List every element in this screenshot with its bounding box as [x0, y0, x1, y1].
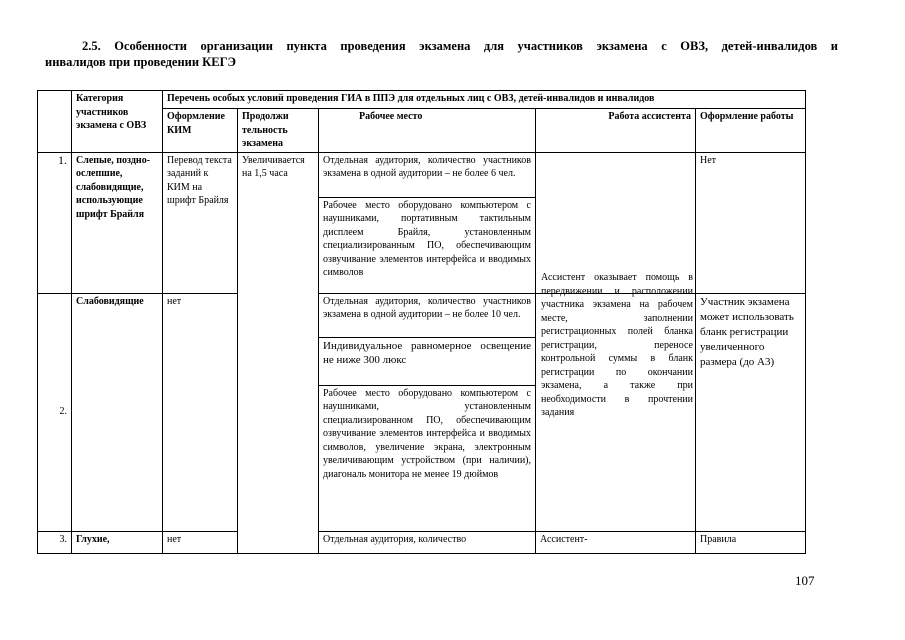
- row-1-workplace-room: Отдельная аудитория, количество участников экзамена в одной аудитории – не более 6 чел.: [319, 152, 536, 197]
- row-1-num: 1.: [38, 152, 72, 293]
- header-conditions: Перечень особых условий проведения ГИА в ППЭ для отдельных лиц с ОВЗ, детей-инвалидов и инвалидов: [163, 91, 806, 109]
- row-2-num: 2.: [38, 293, 72, 531]
- row-2-workplace-equipment: Рабочее место оборудовано компьютером с наушниками, установленным специализированном ПО, обеспечивающим озвучивание элементов интерфейса и вводимых символов, увеличение экрана, электронным увеличивающим устройством (при наличии), диагональ монитора не менее 19 дюймов: [319, 385, 536, 531]
- header-duration: Продолжи тельность экзамена: [238, 109, 319, 153]
- row-1-category: Слепые, поздно-ослепшие, слабовидящие, использующие шрифт Брайля: [72, 152, 163, 293]
- row-3-num: 3.: [38, 531, 72, 553]
- row-2-workplace-lighting: Индивидуальное равномерное освещение не ниже 300 люкс: [319, 337, 536, 385]
- header-kim: Оформление КИМ: [163, 109, 238, 153]
- header-assistant: Работа ассистента: [536, 109, 696, 153]
- row-1-work-format: Нет: [696, 152, 806, 293]
- row-2-workplace-room: Отдельная аудитория, количество участников экзамена в одной аудитории – не более 10 чел.: [319, 293, 536, 337]
- header-category: Категория участников экзамена с ОВЗ: [72, 91, 163, 153]
- row-2-kim: нет: [163, 293, 238, 531]
- row-1-kim: Перевод текста заданий к КИМ на шрифт Брайля: [163, 152, 238, 293]
- heading-line-2: инвалидов при проведении КЕГЭ: [45, 55, 237, 69]
- row-3-workplace: Отдельная аудитория, количество: [319, 531, 536, 553]
- heading-line-1: 2.5. Особенности организации пункта проведения экзамена для участников экзамена с ОВЗ, детей-инвалидов и: [82, 39, 838, 53]
- row-1-workplace-equipment: Рабочее место оборудовано компьютером с наушниками, портативным тактильным дисплеем Брайля, установленным специализированным ПО, обеспечивающим озвучивание элементов интерфейса и вводимых символов: [319, 197, 536, 293]
- header-workplace: Рабочее место: [319, 109, 536, 153]
- page-number: 107: [795, 573, 815, 588]
- row-3-work-format: Правила: [696, 531, 806, 553]
- header-num-cell: [38, 91, 72, 153]
- row-3-kim: нет: [163, 531, 238, 553]
- row-3-assistant: Ассистент-: [536, 531, 696, 553]
- row-2-category: Слабовидящие: [72, 293, 163, 531]
- row-3-category: Глухие,: [72, 531, 163, 553]
- section-heading: [45, 38, 838, 70]
- assistant-description: Ассистент оказывает помощь в передвижении и расположении участника экзамена на рабочем месте, заполнении регистрационных полей бланка регистрации, переносе контрольной суммы в бланк регистрации по окончании экзамена, а также при необходимости в прочтении задания: [541, 272, 693, 418]
- header-work-format: Оформление работы: [696, 109, 806, 153]
- row-2-work-format: Участник экзамена может использовать бланк регистрации увеличенного размера (до А3): [696, 293, 806, 531]
- row-1-2-duration: Увеличивается на 1,5 часа: [238, 152, 319, 553]
